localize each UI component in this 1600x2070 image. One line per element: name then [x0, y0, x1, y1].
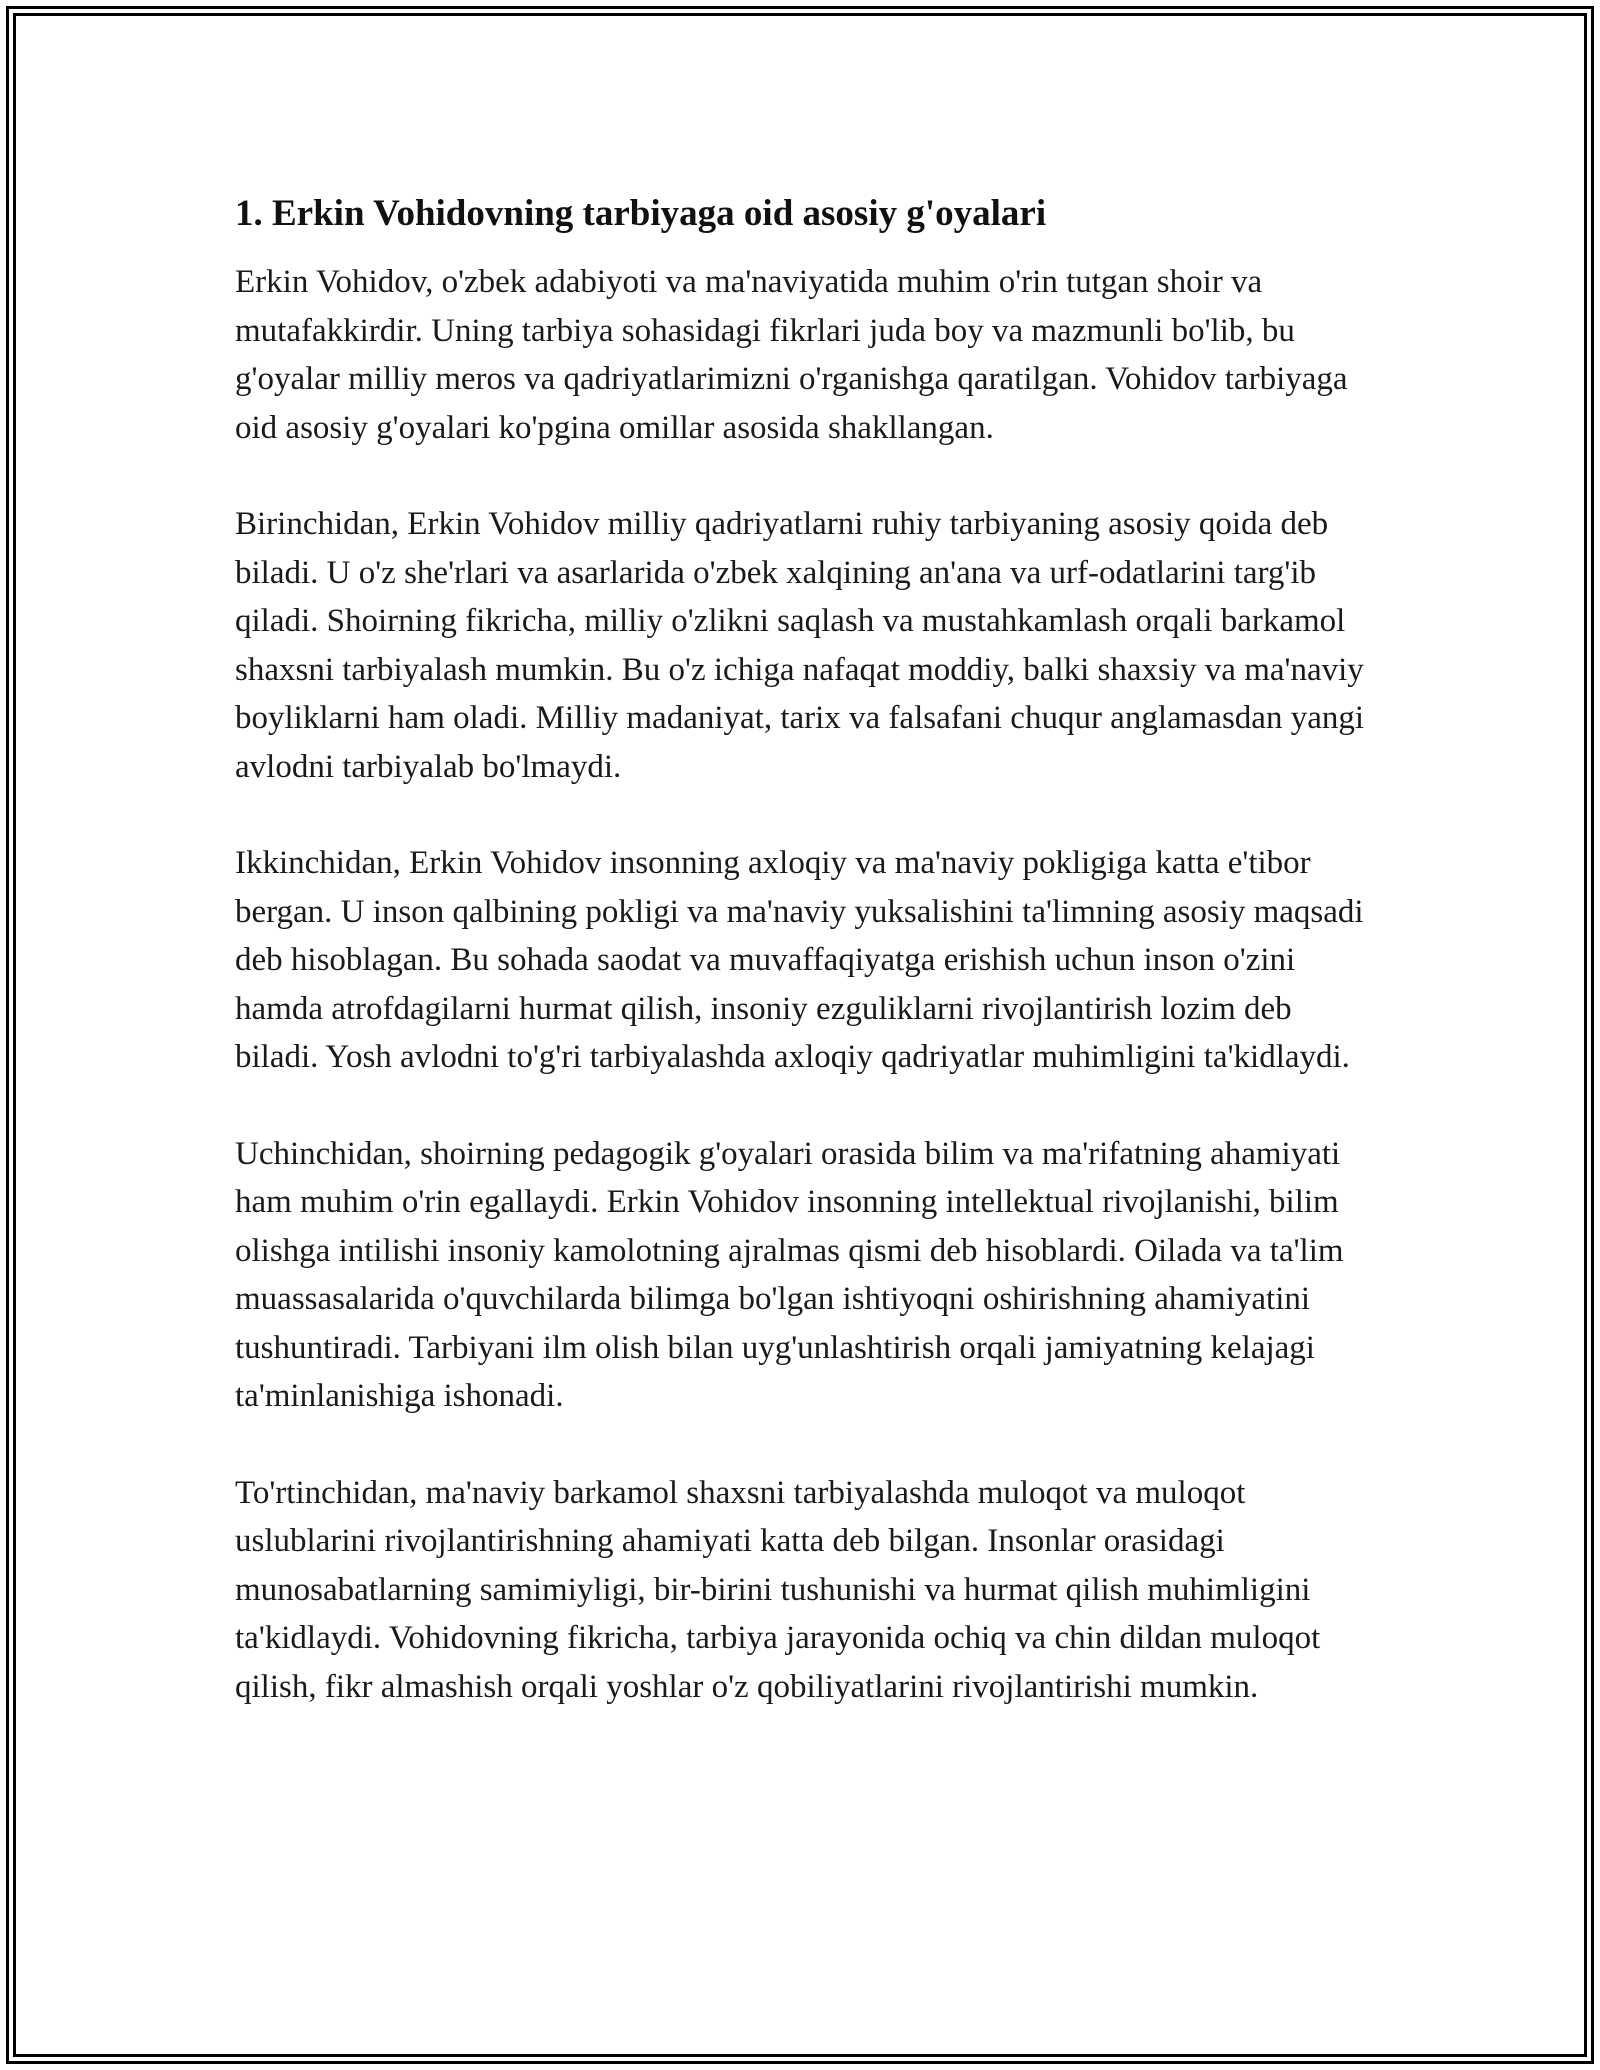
paragraph-third-point: Uchinchidan, shoirning pedagogik g'oyalari orasida bilim va ma'rifatning ahamiyati ham muhim o'rin egallaydi. Erkin Vohidov insonning intellektual rivojlanishi, bilim olishga intilishi insoniy kamolotning ajralmas qismi deb hisoblardi. Oilada va ta'lim muassasalarida o'quvchilarda bilimga bo'lgan ishtiyoqni oshirishning ahamiyatini tushuntiradi. Tarbiyani ilm olish bilan uyg'unlashtirish orqali jamiyatning kelajagi ta'minlanishiga ishonadi.	[235, 1135, 1344, 1414]
paragraph-second-point: Ikkinchidan, Erkin Vohidov insonning axloqiy va ma'naviy pokligiga katta e'tibor bergan. U inson qalbining pokligi va ma'naviy yuksalishini ta'limning asosiy maqsadi deb hisoblagan. Bu sohada saodat va muvaffaqiyatga erishish uchun inson o'zini hamda atrofdagilarni hurmat qilish, insoniy ezguliklarni rivojlantirish lozim deb biladi. Yosh avlodni to'g'ri tarbiyalashda axloqiy qadriyatlar muhimligini ta'kidlaydi.	[235, 845, 1364, 1075]
paragraph-intro: Erkin Vohidov, o'zbek adabiyoti va ma'naviyatida muhim o'rin tutgan shoir va mutafakkirdir. Uning tarbiya sohasidagi fikrlari juda boy va mazmunli bo'lib, bu g'oyalar milliy meros va qadriyatlarimizni o'rganishga qaratilgan. Vohidov tarbiyaga oid asosiy g'oyalari ko'pgina omillar asosida shakllangan.	[235, 264, 1348, 446]
paragraph-fourth-point: To'rtinchidan, ma'naviy barkamol shaxsni tarbiyalashda muloqot va muloqot uslublarini rivojlantirishning ahamiyati katta deb bilgan. Insonlar orasidagi munosabatlarning samimiyligi, bir-birini tushunishi va hurmat qilish muhimligini ta'kidlaydi. Vohidovning fikricha, tarbiya jarayonida ochiq va chin dildan muloqot qilish, fikr almashish orqali yoshlar o'z qobiliyatlarini rivojlantirishi mumkin.	[235, 1474, 1321, 1705]
section-heading: 1. Erkin Vohidovning tarbiyaga oid asosiy g'oyalari	[235, 193, 1047, 234]
paragraph-first-point: Birinchidan, Erkin Vohidov milliy qadriyatlarni ruhiy tarbiyaning asosiy qoida deb biladi. U o'z she'rlari va asarlarida o'zbek xalqining an'ana va urf-odatlarini targ'ib qiladi. Shoirning fikricha, milliy o'zlikni saqlash va mustahkamlash orqali barkamol shaxsni tarbiyalash mumkin. Bu o'z ichiga nafaqat moddiy, balki shaxsiy va ma'naviy boyliklarni ham oladi. Milliy madaniyat, tarix va falsafani chuqur anglamasdan yangi avlodni tarbiyalab bo'lmaydi.	[235, 506, 1365, 785]
document-body	[235, 190, 1370, 1711]
